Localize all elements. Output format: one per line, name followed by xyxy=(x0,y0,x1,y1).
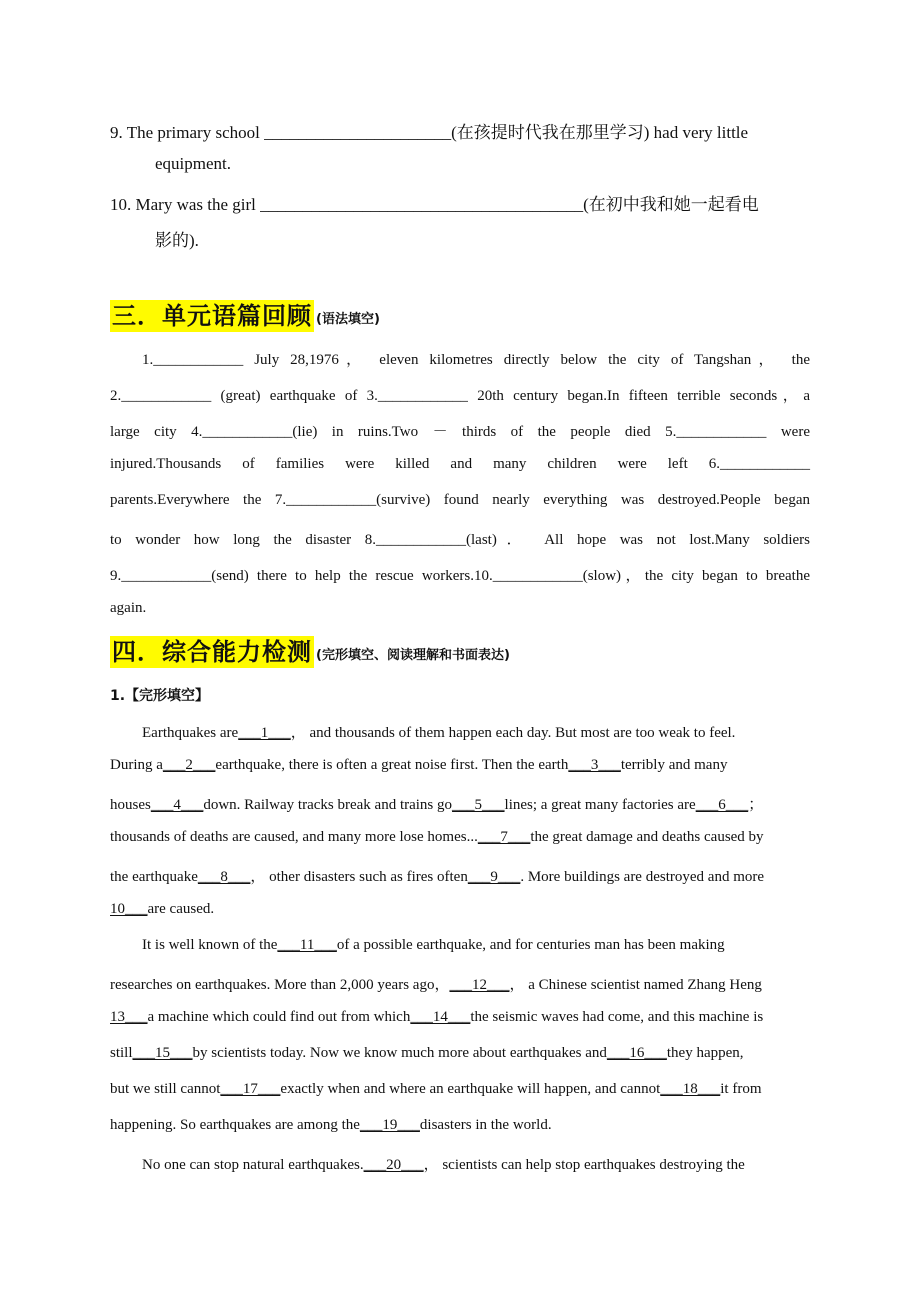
blank: ___18___ xyxy=(660,1081,721,1097)
cloze-line xyxy=(142,1153,745,1174)
blank: ___20___ xyxy=(363,1157,424,1173)
text-segment: No one can stop natural earthquakes. xyxy=(142,1157,364,1173)
text-segment: happening. So earthquakes are among the xyxy=(110,1117,360,1133)
text-segment: ， other disasters such as fires often xyxy=(250,869,468,885)
section4-heading xyxy=(110,636,510,668)
text-segment: disasters in the world. xyxy=(419,1117,552,1133)
cloze-line xyxy=(110,793,763,814)
cloze-line xyxy=(110,1009,763,1026)
blank: ___6___ xyxy=(695,797,749,813)
item-9 xyxy=(110,118,748,143)
passage-line: injured.Thousands of families were killed and many children were left 6.____________ xyxy=(110,456,810,472)
blank: ___15___ xyxy=(132,1045,193,1061)
blank: ___3___ xyxy=(568,757,621,773)
item-text: Mary was the girl ______________________________________(在初中我和她一起看电 xyxy=(135,195,759,214)
cloze-line xyxy=(110,1045,744,1062)
passage-line: large city 4.____________(lie) in ruins.Two － thirds of the people died 5.____________ were xyxy=(110,424,810,440)
passage-line: 9.____________(send) there to help the rescue workers.10.____________(slow)，the city began to breathe xyxy=(110,568,810,584)
passage-line: to wonder how long the disaster 8.____________(last)． All hope was not lost.Many soldiers xyxy=(110,532,810,548)
text-segment: houses xyxy=(110,797,151,813)
blank: ___4___ xyxy=(150,797,204,813)
passage-line: 1.____________ July 28,1976， eleven kilometres directly below the city of Tangshan， the xyxy=(142,352,810,368)
cloze-line xyxy=(110,973,762,994)
text-segment: are caused. xyxy=(147,901,215,917)
cloze-line xyxy=(110,901,214,918)
cloze-line xyxy=(110,865,764,886)
passage-line: parents.Everywhere the 7.____________(survive) found nearly everything was destroyed.People began xyxy=(110,492,810,508)
text-segment: ， scientists can help stop earthquakes destroying the xyxy=(423,1157,745,1173)
text-segment: the seismic waves had come, and this machine is xyxy=(470,1009,764,1025)
text-segment: lines; a great many factories are xyxy=(504,797,696,813)
text-segment: down. Railway tracks break and trains go xyxy=(203,797,453,813)
passage-line: again. xyxy=(110,600,147,616)
blank: ___7___ xyxy=(477,829,531,845)
item-9-continuation: equipment. xyxy=(155,154,232,173)
item-text: The primary school ______________________(在孩提时代我在那里学习) had very little xyxy=(126,123,749,142)
blank: ___11___ xyxy=(277,937,337,953)
blank: ___12___ xyxy=(449,977,510,993)
section3-heading xyxy=(110,300,380,332)
text-segment: still xyxy=(110,1045,133,1061)
text-segment: the great damage and deaths caused by xyxy=(530,829,764,845)
blank: ___17___ xyxy=(220,1081,281,1097)
text-segment: a machine which could find out from which xyxy=(147,1009,411,1025)
section3-title: 三．单元语篇回顾 xyxy=(112,302,312,330)
text-segment: terribly and many xyxy=(620,757,728,773)
cloze-line xyxy=(110,757,727,774)
text-segment: researches on earthquakes. More than 2,000 years ago， xyxy=(110,977,450,993)
cloze-line xyxy=(142,721,735,742)
text-segment: they happen, xyxy=(666,1045,744,1061)
text-segment: ， a Chinese scientist named Zhang Heng xyxy=(509,977,762,993)
section4-title: 四．综合能力检测 xyxy=(112,638,312,666)
blank: ___16___ xyxy=(606,1045,667,1061)
text-segment: . More buildings are destroyed and more xyxy=(520,869,765,885)
text-segment: by scientists today. Now we know much more about earthquakes and xyxy=(192,1045,607,1061)
text-segment: it from xyxy=(720,1081,762,1097)
text-segment: but we still cannot xyxy=(110,1081,221,1097)
text-segment: the earthquake xyxy=(110,869,198,885)
blank: ___9___ xyxy=(467,869,521,885)
text-segment: thousands of deaths are caused, and many more lose homes... xyxy=(110,829,478,845)
section4-subtitle: (完形填空、阅读理解和书面表达) xyxy=(316,648,510,663)
blank: ___8___ xyxy=(197,869,251,885)
item-10 xyxy=(110,190,759,215)
cloze-title: 1.【完形填空】 xyxy=(110,688,210,704)
cloze-line xyxy=(110,1117,552,1134)
text-segment: Earthquakes are xyxy=(142,725,239,741)
item-number: 9. xyxy=(110,123,123,142)
text-segment: of a possible earthquake, and for centuries man has been making xyxy=(336,937,725,953)
text-segment: It is well known of the xyxy=(142,937,278,953)
text-segment: ， and thousands of them happen each day. But most are too weak to feel. xyxy=(290,725,736,741)
blank: 10___ xyxy=(110,901,148,917)
cloze-line xyxy=(110,1081,762,1098)
blank: 13___ xyxy=(110,1009,148,1025)
cloze-line xyxy=(110,829,764,846)
text-segment: exactly when and where an earthquake will happen, and cannot xyxy=(280,1081,661,1097)
item-number: 10. xyxy=(110,195,132,214)
blank: ___1___ xyxy=(238,725,291,741)
item-10-continuation: 影的). xyxy=(155,231,199,250)
text-segment: earthquake, there is often a great noise first. Then the earth xyxy=(215,757,569,773)
text-segment: ； xyxy=(748,797,764,813)
blank: ___14___ xyxy=(410,1009,471,1025)
section3-subtitle: (语法填空) xyxy=(316,312,380,327)
blank: ___2___ xyxy=(162,757,216,773)
cloze-line xyxy=(142,937,725,954)
blank: ___19___ xyxy=(359,1117,420,1133)
text-segment: During a xyxy=(110,757,163,773)
blank: ___5___ xyxy=(452,797,505,813)
passage-line: 2.____________ (great) earthquake of 3.____________ 20th century began.In fifteen terrible seconds，a xyxy=(110,388,810,404)
